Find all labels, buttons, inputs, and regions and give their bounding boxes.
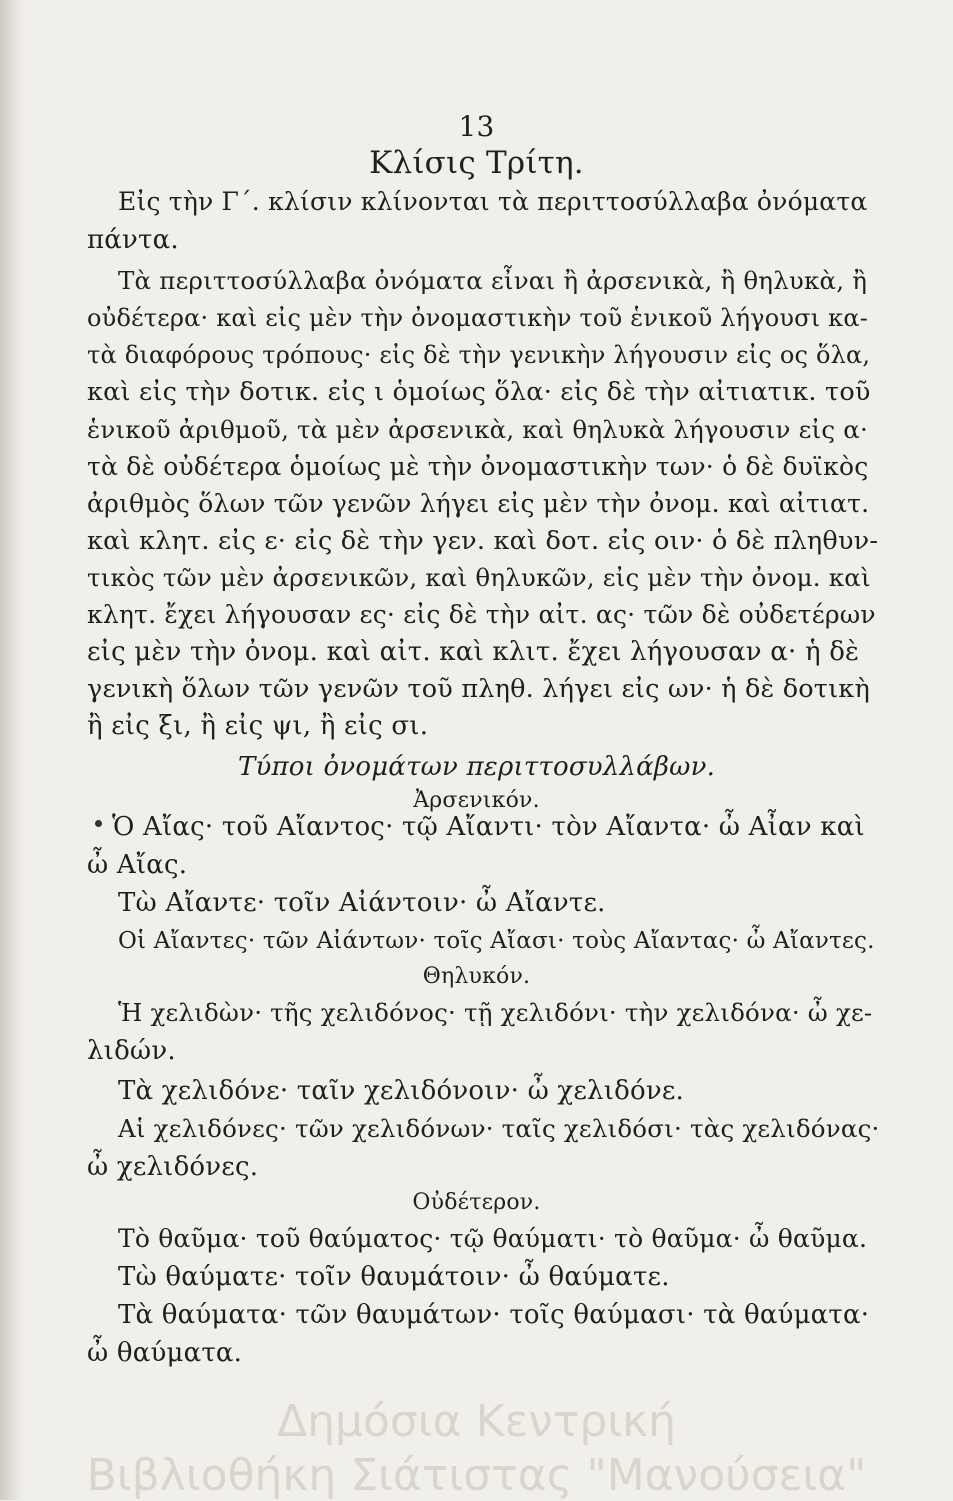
paradigm-line: Τὰ θαύματα· τῶν θαυμάτων· τοῖς θαύμασι· τὰ θαύματα· [118, 1300, 870, 1330]
paragraph-line: κλητ. ἔχει λήγουσαν ες· εἰς δὲ τὴν αἰτ. ας· τῶν δὲ οὐδετέρων [87, 600, 876, 629]
paradigm-line: Τὸ θαῦμα· τοῦ θαύματος· τῷ θαύματι· τὸ θαῦμα· ὦ θαῦμα. [118, 1224, 868, 1253]
paragraph-line: καὶ κλητ. εἰς ε· εἰς δὲ τὴν γεν. καὶ δοτ. εἰς οιν· ὁ δὲ πληθυν- [87, 526, 879, 556]
section-heading: Κλίσις Τρίτη. [369, 145, 584, 181]
page-number: 13 [458, 110, 495, 143]
subheading: Τύποι ὀνομάτων περιττοσυλλάβων. [237, 752, 716, 782]
paragraph-line: ἢ εἰς ξι, ἢ εἰς ψι, ἢ εἰς σι. [87, 711, 429, 741]
paragraph-line: ἀριθμὸς ὅλων τῶν γενῶν λήγει εἰς μὲν τὴν ὀνομ. καὶ αἰτιατ. [87, 489, 870, 518]
paradigm-line: ὦ χελιδόνες. [87, 1152, 259, 1182]
paradigm-line: ὦ Αἴας. [87, 850, 188, 880]
paragraph-line: Τὰ περιττοσύλλαβα ὀνόματα εἶναι ἢ ἀρσενικὰ, ἢ θηλυκὰ, ἢ [118, 266, 868, 295]
paragraph-line: καὶ εἰς τὴν δοτικ. εἰς ι ὁμοίως ὅλα· εἰς δὲ τὴν αἰτιατικ. τοῦ [87, 377, 871, 407]
paradigm-line: Ἡ χελιδὼν· τῆς χελιδόνος· τῇ χελιδόνι· τὴν χελιδόνα· ὦ χε- [118, 998, 873, 1027]
paradigm-line: Τὼ Αἴαντε· τοῖν Αἰάντοιν· ὦ Αἴαντε. [118, 888, 606, 918]
paradigm-line: Οἱ Αἴαντες· τῶν Αἰάντων· τοῖς Αἴασι· τοὺς Αἴαντας· ὦ Αἴαντες. [118, 928, 875, 954]
paradigm-line: Ὁ Αἴας· τοῦ Αἴαντος· τῷ Αἴαντι· τὸν Αἴαντα· ὦ Αἶαν καὶ [112, 812, 865, 842]
paragraph-line: Εἰς τὴν Γ΄. κλίσιν κλίνονται τὰ περιττοσύλλαβα ὀνόματα [118, 187, 868, 216]
paragraph-line: γενικὴ ὅλων τῶν γενῶν τοῦ πληθ. λήγει εἰς ων· ἡ δὲ δοτικὴ [87, 674, 870, 704]
library-watermark-line-2: Βιβλιοθήκη Σιάτιστας "Μανούσεια" [86, 1450, 867, 1501]
neuter-label: Οὐδέτερον. [412, 1190, 541, 1215]
paragraph-line: τὰ διαφόρους τρόπους· εἰς δὲ τὴν γενικὴν λήγουσιν εἰς ος ὅλα, [87, 341, 871, 369]
paradigm-line: Αἱ χελιδόνες· τῶν χελιδόνων· ταῖς χελιδόσι· τὰς χελιδόνας· [118, 1114, 880, 1143]
paradigm-line: ὦ θαύματα. [87, 1338, 243, 1368]
feminine-label: Θηλυκόν. [422, 964, 531, 989]
library-watermark-line-1: Δημόσια Κεντρική [276, 1396, 676, 1447]
paragraph-line: ἑνικοῦ ἀριθμοῦ, τὰ μὲν ἀρσενικὰ, καὶ θηλυκὰ λήγουσιν εἰς α· [87, 415, 868, 444]
page-spine-shadow [0, 0, 22, 1500]
margin-dot [95, 820, 102, 827]
paragraph-line: τὰ δὲ οὐδέτερα ὁμοίως μὲ τὴν ὀνομαστικὴν των· ὁ δὲ δυϊκὸς [87, 452, 869, 481]
paragraph-line: εἰς μὲν τὴν ὀνομ. καὶ αἰτ. καὶ κλιτ. ἔχει λήγουσαν α· ἡ δὲ [87, 637, 860, 667]
paragraph-line: πάντα. [87, 225, 179, 255]
paradigm-line: Τὰ χελιδόνε· ταῖν χελιδόνοιν· ὦ χελιδόνε. [118, 1076, 684, 1106]
masculine-label: Ἀρσενικόν. [413, 788, 540, 813]
paradigm-line: Τὼ θαύματε· τοῖν θαυμάτοιν· ὦ θαύματε. [118, 1262, 670, 1292]
paragraph-line: τικὸς τῶν μὲν ἀρσενικῶν, καὶ θηλυκῶν, εἰς μὲν τὴν ὀνομ. καὶ [87, 563, 871, 592]
paradigm-line: λιδών. [87, 1036, 176, 1066]
paragraph-line: οὐδέτερα· καὶ εἰς μὲν τὴν ὀνομαστικὴν τοῦ ἑνικοῦ λήγουσι κα- [87, 304, 869, 332]
